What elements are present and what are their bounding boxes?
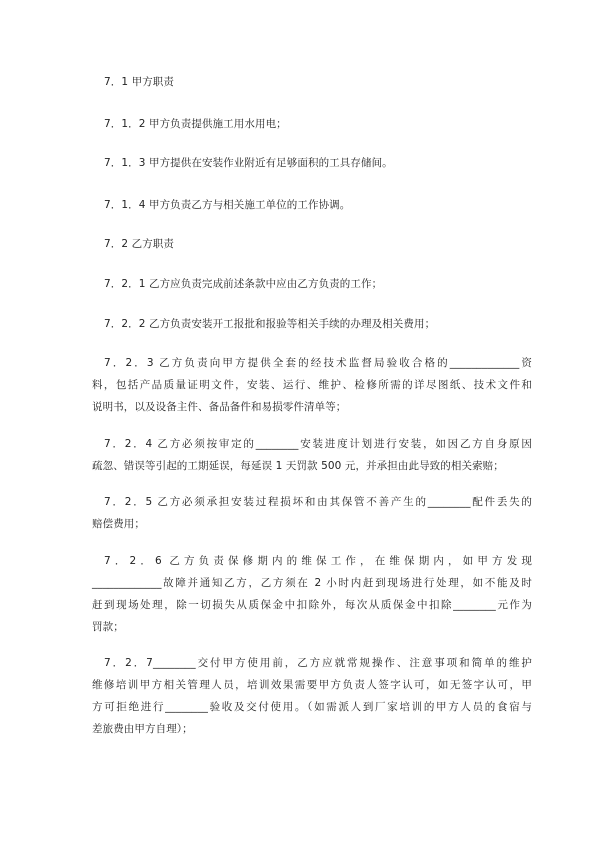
paragraph-line: 赶到现场处理，除一切损失从质保金中扣除外，每次从质保金中扣除________元作为 <box>92 599 532 611</box>
clause-7-2-7 <box>92 652 532 740</box>
clause-7-2-6 <box>92 550 532 638</box>
paragraph-line: 说明书，以及设备主件、备品备件和易损零件清单等； <box>92 401 347 413</box>
paragraph-line: 7．2．1 乙方应负责完成前述条款中应由乙方负责的工作； <box>104 278 383 290</box>
clause-7-2-2 <box>92 313 532 335</box>
paragraph-line: 罚款； <box>92 621 124 633</box>
paragraph-line: 方可拒绝进行________验收及交付使用。（如需派人到厂家培训的甲方人员的食宿与 <box>92 701 532 713</box>
paragraph-line: 7．1．3 甲方提供在安装作业附近有足够面积的工具存储间。 <box>104 157 393 169</box>
paragraph-line: 疏忽、错误等引起的工期延误，每延误 1 天罚款 500 元，并承担由此导致的相关索赔； <box>92 460 504 472</box>
clause-7-2-5 <box>92 491 532 535</box>
paragraph-line: 料，包括产品质量证明文件，安装、运行、维护、检修所需的详尽图纸、技术文件和 <box>92 379 532 391</box>
section-heading-7-1 <box>92 71 532 93</box>
clause-7-1-2 <box>92 113 532 135</box>
paragraph-line: 维修培训甲方相关管理人员，培训效果需要甲方负责人签字认可，如无签字认可，甲 <box>92 679 532 691</box>
paragraph-line: 7．1 甲方职责 <box>104 76 174 88</box>
clause-7-2-1 <box>92 273 532 295</box>
paragraph-line: 7．2．4 乙方必须按审定的________安装进度计划进行安装，如因乙方自身原因 <box>104 438 532 450</box>
paragraph-line: 7．2．3 乙方负责向甲方提供全套的经技术监督局验收合格的_____________资 <box>104 357 532 369</box>
paragraph-line: 7．2．6 乙方负责保修期内的维保工作，在维保期内，如甲方发现 <box>104 555 532 567</box>
section-heading-7-2 <box>92 233 532 255</box>
paragraph-line: _____________故障并通知乙方，乙方须在 2 小时内赶到现场进行处理，如不能及时 <box>92 577 532 589</box>
paragraph-line: 7．1．2 甲方负责提供施工用水用电； <box>104 118 287 130</box>
paragraph-line: 差旅费由甲方自理）； <box>92 723 193 735</box>
clause-7-1-3 <box>92 152 532 174</box>
paragraph-line: 赔偿费用； <box>92 518 145 530</box>
paragraph-line: 7．2．7________交付甲方使用前，乙方应就常规操作、注意事项和简单的维护 <box>104 657 532 669</box>
clause-7-1-4 <box>92 194 532 216</box>
paragraph-line: 7．2．5 乙方必须承担安装过程损坏和由其保管不善产生的________配件丢失的 <box>104 496 532 508</box>
paragraph-line: 7．1．4 甲方负责乙方与相关施工单位的工作协调。 <box>104 199 351 211</box>
clause-7-2-3 <box>92 352 532 418</box>
paragraph-line: 7．2．2 乙方负责安装开工报批和报验等相关手续的办理及相关费用； <box>104 318 436 330</box>
clause-7-2-4 <box>92 433 532 477</box>
paragraph-line: 7．2 乙方职责 <box>104 238 174 250</box>
